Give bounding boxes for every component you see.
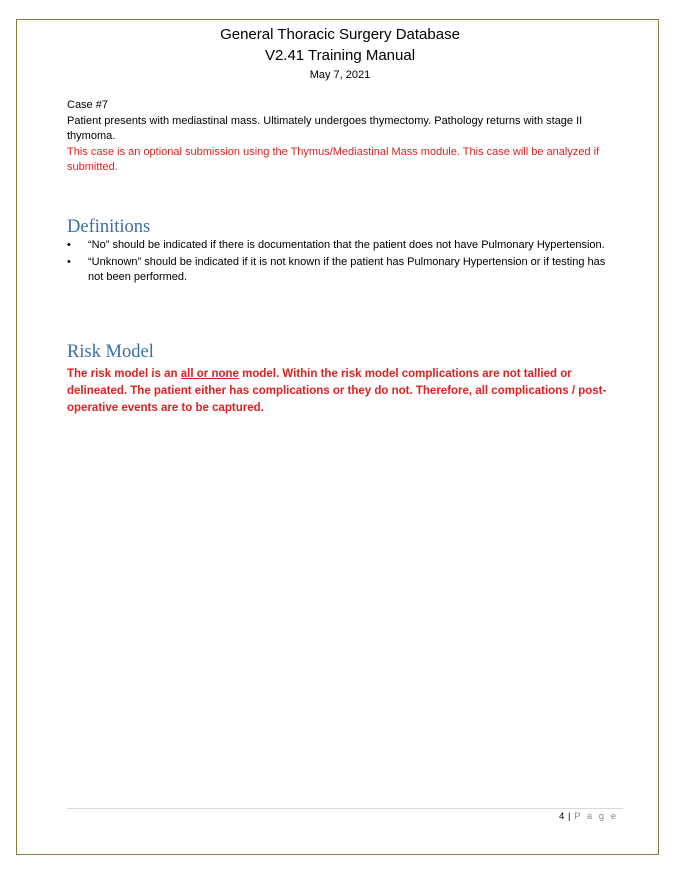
case-description: Patient presents with mediastinal mass. Ultimately undergoes thymectomy. Pathology returns with stage II thymoma. [67,114,583,142]
document-version: V2.41 Training Manual [264,47,416,64]
case-note: This case is an optional submission using the Thymus/Mediastinal Mass module. This case will be analyzed if submitted. [67,145,600,173]
page-footer [559,811,618,822]
document-title: General Thoracic Surgery Database [220,26,460,43]
risk-text-before: The risk model is an [67,368,181,380]
definition-text: “No” should be indicated if there is documentation that the patient does not have Pulmonary Hypertension. [88,239,605,251]
case-section [67,98,627,176]
page-label: P a g e [574,811,618,822]
footer-separator: | [567,811,571,822]
definitions-heading: Definitions [67,217,151,237]
case-label: Case #7 [67,99,108,111]
risk-model-text [67,366,627,417]
definitions-list [67,238,612,287]
definition-text: “Unknown” should be indicated if it is not known if the patient has Pulmonary Hypertension or if testing has not been performed. [88,255,606,283]
list-item [67,238,612,254]
risk-model-heading: Risk Model [67,342,154,362]
page-number: 4 [559,811,565,822]
risk-text-underlined: all or none [180,368,239,380]
document-date: May 7, 2021 [309,69,371,81]
bullet-icon: • [67,239,71,251]
footer-divider [67,808,623,809]
list-item [67,255,612,286]
risk-text-after: model. Within the risk model complications are not tallied or delineated. The patient either has complications or they do not. Therefore, all complications / post-operative events are to be captured. [67,368,607,414]
bullet-icon: • [67,255,71,268]
